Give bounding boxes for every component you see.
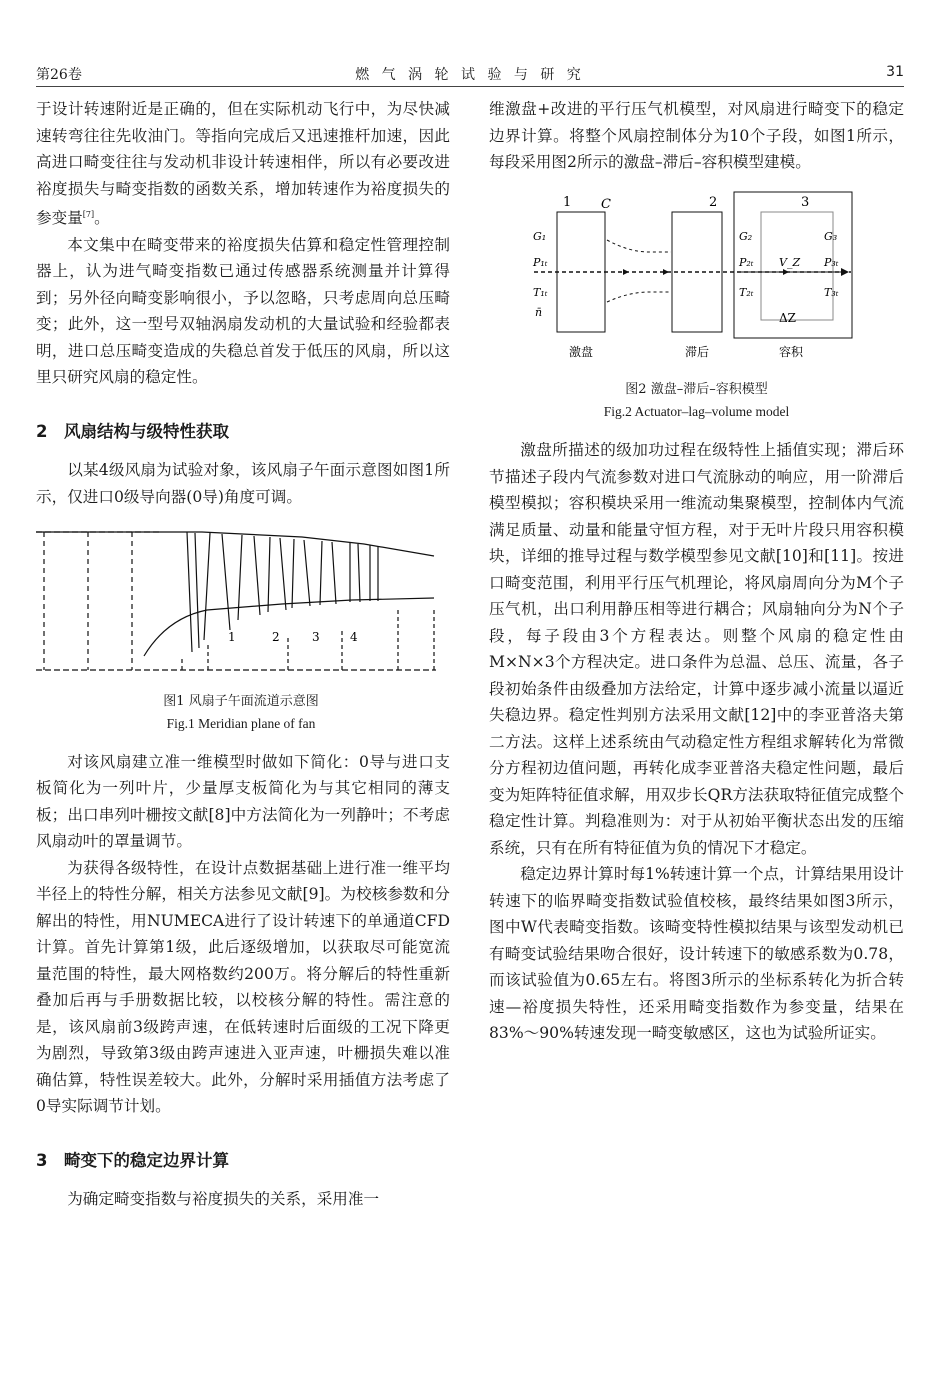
label-n: n̄ [535,305,543,319]
volume-label: 第26卷 [36,67,82,83]
paragraph: 本文集中在畸变带来的裕度损失估算和稳定性管理控制器上，认为进气畸变指数已通过传感器系统测量并计算得到；另外径向畸变影响很小，予以忽略，只考虑周向总压畸变；此外，这一型号双轴涡扇发动机的大量试验和经验都表明，进口总压畸变造成的失稳总首发于低压的风扇，所以这里只研究风扇的稳定性。 [36,235,450,387]
paragraph: 为获得各级特性，在设计点数据基础上进行准一维平均半径上的特性分解，相关方法参见文献[9]。为校核参数和分解出的特性，用NUMECA进行了设计转速下的单通道CFD计算。首先计算第1级，此后逐级增加，以获取尽可能宽流量范围的特性，最大网格数约200万。将分解后的特性重新叠加后再与手册数据比较，以校核分解的特性。需注意的是，该风扇前3级跨声速，在低转速时后面级的工况下降更为剧烈，导致第3级由跨声速进入亚声速，叶栅损失难以准确估算，特性误差较大。此外，分解时采用插值方法考虑了0导实际调节计划。 [36,858,450,1116]
label-t2t: T₂ₜ [739,285,754,299]
stage-label-1: 1 [228,630,236,645]
paragraph: 为确定畸变指数与裕度损失的关系，采用准一 [67,1190,380,1209]
fig2-c-label: C [601,196,611,212]
page-number: 31 [886,64,904,80]
left-column [36,96,450,1213]
fig2-volume-label: 容积 [779,344,804,359]
label-t1t: T₁ₜ [533,285,548,299]
label-g1: G₁ [533,229,547,243]
stage-label-3: 3 [312,630,320,645]
fig2-num-3: 3 [801,194,810,210]
journal-title: 燃 气 涡 轮 试 验 与 研 究 [355,67,585,83]
fig2-actuator-label: 激盘 [569,344,594,359]
paragraph: 于设计转速附近是正确的，但在实际机动飞行中，为尽快减速转弯往往先收油门。等指向完成后又迅速推杆加速，因此高进口畸变往往与发动机非设计转速相伴，所以有必要改进裕度损失与畸变指数的函数关系，增加转速作为裕度损失的参变量[7]。 [36,100,450,228]
figure-1 [32,520,450,735]
fan-meridian-diagram [32,520,444,672]
header-rule [36,86,904,87]
actuator-lag-volume-diagram [489,190,904,365]
stage-label-4: 4 [350,630,358,645]
label-g2: G₂ [739,229,753,243]
paragraph: 维激盘+改进的平行压气机模型，对风扇进行畸变下的稳定边界计算。将整个风扇控制体分为10个子段，如图1所示，每段采用图2所示的激盘–滞后–容积模型建模。 [489,100,904,171]
fig2-lag-label: 滞后 [685,344,710,359]
figure-2-caption-en: Fig.2 Actuator–lag–volume model [603,404,790,419]
figure-1-caption-en: Fig.1 Meridian plane of fan [166,715,316,731]
label-t3t: T₃ₜ [824,285,839,299]
citation: [7] [82,210,95,219]
label-g3: G₃ [824,229,838,243]
label-p3t: P₃ₜ [824,255,839,269]
fig2-num-2: 2 [709,194,718,210]
running-header [36,58,904,88]
label-dz: ΔZ [779,310,797,325]
section-heading: 3 畸变下的稳定边界计算 [36,1150,229,1170]
fig2-num-1: 1 [563,194,572,210]
figure-1-caption: 图1 风扇子午面流道示意图 [163,693,319,709]
paragraph: 激盘所描述的级加功过程在级特性上插值实现；滞后环节描述子段内气流参数对进口气流脉动的响应，用一阶滞后模型模拟；容积模块采用一维流动集聚模型，控制体内气流满足质量、动量和能量守恒方程，对于无叶片段只用容积模块，详细的推导过程与数学模型参见文献[10]和[11]。按进口畸变范围，利用平行压气机理论，将风扇周向分为M个子压气机，出口利用静压相等进行耦合；风扇轴向分为N个子段，每子段由3个方程表达。则整个风扇的稳定性由M×N×3个方程决定。进口条件为总温、总压、流量，各子段初始条件由级叠加方法给定，计算中逐步减小流量以逼近失稳边界。稳定性判别方法采用文献[12]中的李亚普洛夫第二方法。这样上述系统由气动稳定性方程组求解转化为常微分方程初边值问题，再转化成李亚普洛夫稳定性问题，最后变为矩阵特征值求解，用双步长QR方法获取特征值完成整个稳定性计算。判稳准则为：对于从初始平衡状态出发的压缩系统，只有在所有特征值为负的情况下才稳定。 [489,441,904,857]
figure-2-caption: 图2 激盘–滞后–容积模型 [625,382,768,397]
figure-2 [489,190,904,424]
paragraph: 以某4级风扇为试验对象，该风扇子午面示意图如图1所示，仅进口0级导向器(0导)角度可调。 [36,461,450,506]
stage-label-2: 2 [272,630,280,645]
section-heading: 2 风扇结构与级特性获取 [36,421,229,441]
label-vz: V_Z [779,255,801,269]
label-p1t: P₁ₜ [533,255,548,269]
right-column [489,96,904,1047]
paragraph: 对该风扇建立准一维模型时做如下简化：0导与进口支板简化为一列叶片，少量厚支板简化为与其它相同的薄支板；出口串列叶栅按文献[8]中方法简化为一列静叶；不考虑风扇动叶的罩量调节。 [36,752,450,851]
label-p2t: P₂ₜ [739,255,754,269]
paragraph: 稳定边界计算时每1%转速计算一个点，计算结果用设计转速下的临界畸变指数试验值校核，最终结果如图3所示，图中W代表畸变指数。该畸变特性模拟结果与该型发动机已有畸变试验结果吻合很好，设计转速下的敏感系数为0.78，而该试验值为0.65左右。将图3所示的坐标系转化为折合转速—裕度损失特性，还采用畸变指数作为参变量，结果在83%～90%转速发现一畸变敏感区，这也为试验所证实。 [489,865,904,1042]
